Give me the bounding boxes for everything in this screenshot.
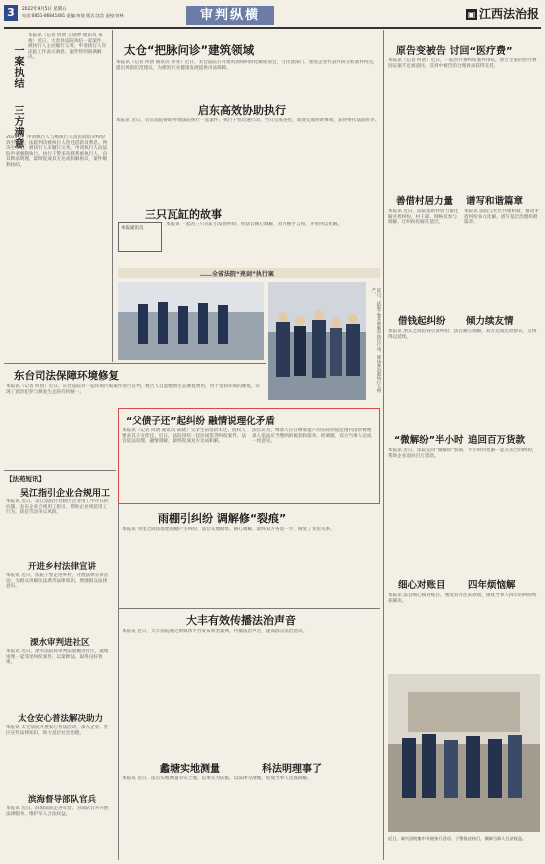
left-body-8: 本报讯 近日，滨海法院走进军营，为部队官兵开展法律服务，维护军人合法权益。 <box>6 806 109 817</box>
masthead <box>466 5 539 22</box>
right-body-6: 本报讯 近日，法院运用“微解纷”机制，半小时内化解一起买卖合同纠纷，帮助企业追回百万货款。 <box>388 448 537 459</box>
reporter-box-label: 本报通讯员 <box>121 226 144 231</box>
right-title-3: 谱写和谐篇章 <box>466 196 524 207</box>
right-title-7: 追回百万货款 <box>468 435 526 446</box>
left-body-3: 本报讯（记者 何倩）近日，东台法院对一起环境污染案件进行宣判，被告人自愿缴纳生态修复费用，用于受损环境的修复，实现了惩治犯罪与修复生态的有机统一。 <box>6 384 261 395</box>
center-body-4: 本报讯（记者 何倩 通讯员 陈晓）父亲生前借款未还，债权人要求其子女偿还。近日，法院审结一起民间借贷纠纷案件，法官依法说理，融情调解，最终促成双方达成和解。 <box>122 428 247 445</box>
center-left-photo-illustration <box>118 282 264 360</box>
left-body-1: 本报讯（记者 何倩 王晓婷 通讯员 朱俊）近日，大余县法院执结一起案件，被执行人主动履行义务，申请执行人对法院工作表示满意，案件得到圆满解决。 <box>28 33 107 61</box>
law-label: 【法苑短讯】 <box>6 475 45 483</box>
center-title-7: 蠡塘实地测量 <box>160 764 220 775</box>
masthead-text: 江西法治报 <box>478 7 539 21</box>
left-body-5: 本报讯 近日，法院干警走进乡村，开展法律宣讲活动，为群众讲解民法典等法律知识，增强群众法律意识。 <box>6 573 109 590</box>
right-body-3: 本报讯 法院与社区共建和谐，推动矛盾纠纷多元化解，谱写基层治理和谐篇章。 <box>464 209 539 226</box>
vertical-heading-1: 一案执结 <box>12 45 23 89</box>
center-left-photo <box>118 282 264 360</box>
edition-line: 电话:0851-86841481 责编:何倩 版式:沈浩 责校:何林 <box>22 13 124 18</box>
left-body-6: 本报讯 近日，溧水法院将审判法庭搬进社区，就地审理一起邻里纠纷案件，以案释法，取得良好效果。 <box>6 649 109 666</box>
banner-text: ……全省法院“亮剑”执行案 <box>200 271 274 278</box>
right-title-2: 善借村居力量 <box>396 196 454 207</box>
right-title-4: 借钱起纠纷 <box>398 316 446 327</box>
left-col-divider-lower <box>118 470 119 860</box>
right-body-4: 本报讯 朋友之间借钱引发纠纷，法官耐心调解，双方达成还款协议，友情得以延续。 <box>388 329 537 340</box>
date-line: 2022年9月5日 星期五 <box>22 7 67 12</box>
left-title-4: 开进乡村法律宣讲 <box>28 562 97 572</box>
left-body-7: 本报讯 太仓法院开展安心普法活动，深入企业、社区宣传法律知识，助力基层社会治理。 <box>6 725 109 736</box>
left-title-5: 溧水审判进社区 <box>30 638 90 648</box>
center-photo-caption: 近日，法院干警开展集中执行行动，现场查封被执行人财产。 <box>371 288 382 393</box>
right-title-1: 原告变被告 讨回“医疗费” <box>396 46 513 57</box>
center-title-6: 大丰有效传播法治声音 <box>186 614 296 627</box>
divider-right <box>383 30 384 860</box>
divider-left <box>112 30 113 362</box>
right-body-2: 本报讯 近日，法院借助村居力量化解矛盾纠纷，村干部、网格员参与调解，让纠纷化解在基层。 <box>388 209 459 226</box>
header-rule <box>4 27 541 29</box>
section-tag: 审判纵横 <box>186 6 274 25</box>
left-title-6: 太仓安心普法解决助力 <box>18 714 104 724</box>
center-title-1: 太仓“把脉问诊”建筑领域 <box>124 43 255 57</box>
right-title-8: 细心对账目 <box>398 580 446 591</box>
right-title-9: 四年烦恼解 <box>468 580 516 591</box>
center-rule-1 <box>118 608 380 609</box>
center-photo-illustration <box>268 282 366 400</box>
right-photo-illustration <box>388 674 540 832</box>
vertical-heading-2: 三方满意 <box>12 105 23 149</box>
center-title-2: 启东高效协助执行 <box>198 104 286 117</box>
left-title-2: 东台司法保障环境修复 <box>14 370 119 382</box>
center-body-2: 本报讯 近日，启东法院协助外地法院执行一起案件，执行干警迅速行动，当日完成查控，高效完成协助事项，获得委托法院好评。 <box>116 118 380 123</box>
right-title-5: 倾力续友情 <box>466 316 514 327</box>
center-body-1: 本报讯（记者 何倩 通讯员 李亚）近日，太仓法院召开建筑领域纠纷化解座谈会，与住建部门、建筑企业代表共同分析案件特点，提出风险防范建议，为建筑行业健康发展提供司法保障。 <box>116 60 378 71</box>
right-body-1: 本报讯（记者 何倩）近日，一起医疗费纠纷案件审结，原告主张的医疗费因证据不足被驳回，反诉中被告的合理诉求获得支持。 <box>388 58 537 69</box>
left-body-2: 2021年，申请执行人与被执行人因民间借贷纠纷诉至法院，法院判决被执行人偿还借款及利息。判决生效后，被执行人未履行义务，申请执行人向法院申请强制执行。执行干警多次联系被执行人，向其释法明理，最终促成双方达成和解协议，案件顺利执结。 <box>6 135 108 168</box>
center-title-8: 科法明理事了 <box>262 764 322 775</box>
center-body-8: 本报讯 近日，法官实地测量争议土地，以事实为依据，以法律为准绳，促成当事人达成调解。 <box>122 776 312 781</box>
center-title-4: “父债子还”起纠纷 融情说理化矛盾 <box>126 416 275 427</box>
center-title-5: 雨棚引纠纷 调解修“裂痕” <box>158 512 287 525</box>
center-photo <box>268 282 366 400</box>
left-rule-2 <box>4 470 116 471</box>
center-body-3: 本报讯 一起因三只瓦缸引发的纠纷，经法官耐心调解，双方握手言和，矛盾得以化解。 <box>166 222 343 227</box>
left-title-3: 吴江指引企业合规用工 <box>20 489 111 499</box>
right-photo <box>388 674 540 832</box>
right-body-8: 本报讯 法官细心核对账目，厘清双方往来款项，困扰当事人四年的纠纷终获解决。 <box>388 593 537 604</box>
center-body-6: 本报讯 近日，大丰法院通过新媒体平台发布典型案例，传播法治声音，提高群众法治意识。 <box>122 629 308 634</box>
left-title-7: 滨海督导部队官兵 <box>28 795 97 805</box>
center-body-4b: 法官认为，继承人应在继承遗产的实际价值范围内清偿被继承人依法应当缴纳的税款和债务。经调解，双方当事人达成一致意见。 <box>252 428 372 445</box>
left-body-4: 本报讯 近日，吴江法院针对辖区企业用工中存在的问题，发布企业合规用工指引，帮助企业规范用工行为，防范劳动争议风险。 <box>6 499 109 516</box>
masthead-logo-icon: ▣ <box>467 10 476 19</box>
page-number: 3 <box>4 5 18 21</box>
center-body-5: 本报讯 邻里之间因搭建雨棚产生纠纷，法官实地勘察，耐心调解，最终双方各退一步，修复了邻里关系。 <box>122 527 335 532</box>
right-title-6: “微解纷”半小时 <box>394 435 464 446</box>
right-photo-caption: 近日，泰兴法院集中开展执行活动，干警依法执行，保障当事人合法权益。 <box>388 836 527 841</box>
center-title-3: 三只瓦缸的故事 <box>145 208 222 221</box>
left-rule-1 <box>4 363 266 364</box>
